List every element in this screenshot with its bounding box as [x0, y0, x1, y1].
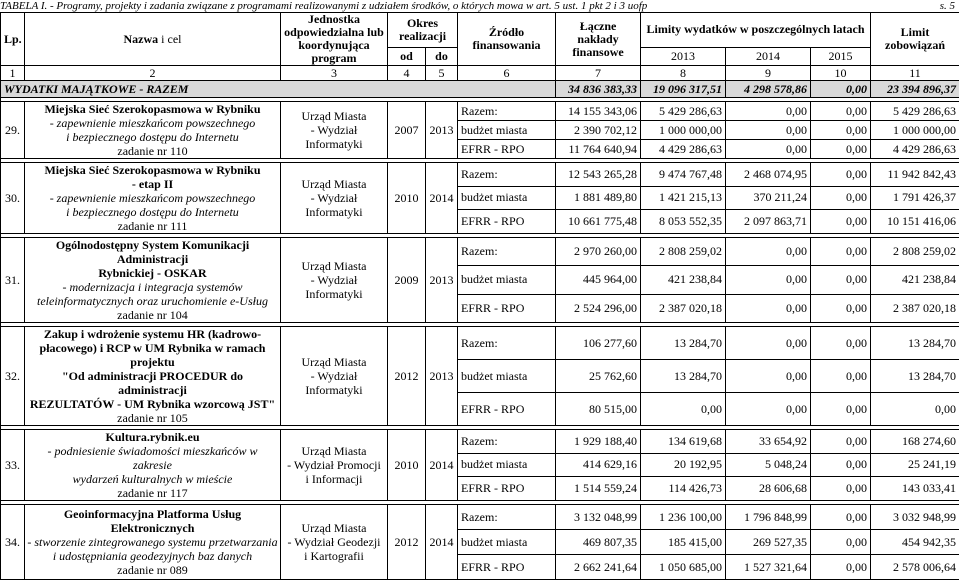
period-to: 2014 [426, 505, 458, 580]
column-number: 10 [811, 66, 871, 81]
period-from: 2010 [388, 430, 426, 501]
limit-2015: 0,00 [811, 102, 871, 121]
unit-line: - Wydział Promocji [284, 458, 384, 472]
project-number: 29. [1, 102, 25, 159]
commitment-limit: 4 429 286,63 [871, 140, 959, 159]
total-cost: 2 390 702,12 [556, 121, 641, 140]
header-year-2013: 2013 [641, 47, 726, 65]
header-period: Okres realizacji [388, 13, 458, 48]
funding-source: EFRR - RPO [458, 140, 556, 159]
commitment-limit: 5 429 286,63 [871, 102, 959, 121]
summary-2015: 0,00 [811, 81, 871, 98]
responsible-unit [281, 102, 388, 159]
commitment-limit: 2 387 020,18 [871, 294, 959, 322]
total-cost: 414 629,16 [556, 453, 641, 477]
responsible-unit [281, 505, 388, 580]
column-number: 3 [281, 66, 388, 81]
limit-2014: 0,00 [726, 121, 811, 140]
table-row [1, 430, 959, 454]
period-to: 2013 [426, 102, 458, 159]
project-description-line: teleinformatycznych oraz uruchomienie e-Usług [27, 294, 278, 308]
total-cost: 12 543 265,28 [556, 163, 641, 187]
unit-line: - Wydział Geodezji [284, 535, 384, 549]
limit-2015: 0,00 [811, 210, 871, 234]
summary-commitments: 23 394 896,37 [871, 81, 959, 98]
column-number: 4 [388, 66, 426, 81]
limit-2013: 1 421 215,13 [641, 186, 726, 210]
period-to: 2014 [426, 163, 458, 234]
total-cost: 106 277,60 [556, 327, 641, 360]
funding-source: EFRR - RPO [458, 555, 556, 580]
limit-2014: 0,00 [726, 102, 811, 121]
header-year-2015: 2015 [811, 47, 871, 65]
header-year-2014: 2014 [726, 47, 811, 65]
limit-2014: 0,00 [726, 393, 811, 426]
responsible-unit [281, 163, 388, 234]
project-number: 33. [1, 430, 25, 501]
limit-2015: 0,00 [811, 163, 871, 187]
project-name [25, 163, 281, 234]
commitment-limit: 13 284,70 [871, 360, 959, 393]
unit-line: Urząd Miasta [284, 444, 384, 458]
period-from: 2007 [388, 102, 426, 159]
limit-2015: 0,00 [811, 327, 871, 360]
limit-2015: 0,00 [811, 360, 871, 393]
funding-source: Razem: [458, 163, 556, 187]
header-to: do [426, 47, 458, 65]
task-number: zadanie nr 110 [27, 144, 278, 158]
project-title-line: płacowego) i RCP w UM Rybnika w ramach [27, 341, 278, 355]
period-from: 2012 [388, 505, 426, 580]
total-cost: 10 661 775,48 [556, 210, 641, 234]
unit-line: - Wydział Informatyki [284, 123, 384, 151]
limit-2015: 0,00 [811, 430, 871, 454]
funding-source: EFRR - RPO [458, 393, 556, 426]
limit-2015: 0,00 [811, 238, 871, 266]
limit-2013: 20 192,95 [641, 453, 726, 477]
table-row [1, 238, 959, 266]
project-title-line: Ogólnodostępny System Komunikacji Administracji [27, 238, 278, 266]
project-title-line: projektu [27, 355, 278, 369]
total-cost: 1 881 489,80 [556, 186, 641, 210]
limit-2014: 0,00 [726, 266, 811, 294]
unit-line: i Informacji [284, 472, 384, 486]
project-description-line: - modernizacja i integracja systemów [27, 280, 278, 294]
responsible-unit [281, 238, 388, 323]
limit-2013: 13 284,70 [641, 327, 726, 360]
funding-source: budżet miasta [458, 266, 556, 294]
column-number: 7 [556, 66, 641, 81]
limit-2015: 0,00 [811, 140, 871, 159]
limit-2015: 0,00 [811, 266, 871, 294]
limit-2014: 370 211,24 [726, 186, 811, 210]
task-number: zadanie nr 105 [27, 411, 278, 425]
project-name [25, 505, 281, 580]
project-description-line: - stworzenie zintegrowanego systemu przetwarzania [27, 535, 278, 549]
funding-source: Razem: [458, 505, 556, 530]
column-number: 11 [871, 66, 959, 81]
commitment-limit: 168 274,60 [871, 430, 959, 454]
column-number: 5 [426, 66, 458, 81]
project-number: 34. [1, 505, 25, 580]
commitment-limit: 1 791 426,37 [871, 186, 959, 210]
limit-2014: 0,00 [726, 140, 811, 159]
limit-2014: 28 606,68 [726, 477, 811, 501]
unit-line: - Wydział Informatyki [284, 369, 384, 397]
header-row-1 [1, 13, 959, 32]
commitment-limit: 143 033,41 [871, 477, 959, 501]
limit-2014: 1 527 321,64 [726, 555, 811, 580]
limit-2014: 1 796 848,99 [726, 505, 811, 530]
project-title-line: Miejska Sieć Szerokopasmowa w Rybniku [27, 102, 278, 116]
funding-source: Razem: [458, 430, 556, 454]
commitment-limit: 10 151 416,06 [871, 210, 959, 234]
limit-2014: 2 097 863,71 [726, 210, 811, 234]
funding-source: budżet miasta [458, 530, 556, 555]
commitment-limit: 454 942,35 [871, 530, 959, 555]
unit-line: Urząd Miasta [284, 109, 384, 123]
limit-2014: 0,00 [726, 327, 811, 360]
column-number: 8 [641, 66, 726, 81]
commitment-limit: 11 942 842,43 [871, 163, 959, 187]
limit-2013: 134 619,68 [641, 430, 726, 454]
unit-line: Urząd Miasta [284, 259, 384, 273]
total-cost: 2 662 241,64 [556, 555, 641, 580]
caption-text: TABELA I. - Programy, projekty i zadania związane z programami realizowanymi z udziałem środków, o których mowa w art. 5 ust. 1 pkt 2 i 3 uofp [0, 0, 647, 12]
project-name [25, 430, 281, 501]
limit-2013: 0,00 [641, 393, 726, 426]
table-row [1, 102, 959, 121]
funding-source: budżet miasta [458, 121, 556, 140]
limit-2015: 0,00 [811, 393, 871, 426]
summary-label: WYDATKI MAJĄTKOWE - RAZEM [1, 81, 556, 98]
limit-2015: 0,00 [811, 186, 871, 210]
period-to: 2013 [426, 238, 458, 323]
limit-2013: 1 236 100,00 [641, 505, 726, 530]
limit-2014: 33 654,92 [726, 430, 811, 454]
project-description-line: i bezpiecznego dostępu do Internetu [27, 130, 278, 144]
table-caption [0, 0, 959, 12]
funding-source: Razem: [458, 102, 556, 121]
project-description-line: - zapewnienie mieszkańcom powszechnego [27, 191, 278, 205]
limit-2013: 1 050 685,00 [641, 555, 726, 580]
limit-2015: 0,00 [811, 477, 871, 501]
total-cost: 1 514 559,24 [556, 477, 641, 501]
project-name [25, 102, 281, 159]
responsible-unit [281, 327, 388, 426]
project-number: 30. [1, 163, 25, 234]
project-description-line: i udostępniania geodezyjnych baz danych [27, 549, 278, 563]
limit-2014: 2 468 074,95 [726, 163, 811, 187]
limit-2013: 5 429 286,63 [641, 102, 726, 121]
header-name: Nazwa i cel [25, 13, 281, 66]
project-title-line: Miejska Sieć Szerokopasmowa w Rybniku [27, 163, 278, 177]
header-unit: Jednostka odpowiedzialna lub koordynująca program [281, 13, 388, 66]
project-number: 31. [1, 238, 25, 323]
project-number: 32. [1, 327, 25, 426]
limit-2013: 8 053 552,35 [641, 210, 726, 234]
period-to: 2014 [426, 430, 458, 501]
limit-2015: 0,00 [811, 121, 871, 140]
limit-2013: 2 808 259,02 [641, 238, 726, 266]
project-title-line: Kultura.rybnik.eu [27, 430, 278, 444]
project-description-line: - zapewnienie mieszkańcom powszechnego [27, 116, 278, 130]
column-number: 1 [1, 66, 25, 81]
commitment-limit: 13 284,70 [871, 327, 959, 360]
project-name [25, 327, 281, 426]
page-number: s. 5 [940, 0, 955, 12]
funding-source: budżet miasta [458, 453, 556, 477]
project-title-line: REZULTATÓW - UM Rybnika wzorcową JST" [27, 397, 278, 411]
budget-table [0, 12, 959, 580]
total-cost: 2 970 260,00 [556, 238, 641, 266]
funding-source: EFRR - RPO [458, 477, 556, 501]
project-title-line: Rybnickiej - OSKAR [27, 266, 278, 280]
limit-2015: 0,00 [811, 505, 871, 530]
project-title-line: - etap II [27, 177, 278, 191]
commitment-limit: 25 241,19 [871, 453, 959, 477]
summary-2014: 4 298 578,86 [726, 81, 811, 98]
total-cost: 445 964,00 [556, 266, 641, 294]
task-number: zadanie nr 104 [27, 308, 278, 322]
responsible-unit [281, 430, 388, 501]
limit-2015: 0,00 [811, 555, 871, 580]
total-cost: 11 764 640,94 [556, 140, 641, 159]
summary-2013: 19 096 317,51 [641, 81, 726, 98]
project-title-line: "Od administracji PROCEDUR do administracji [27, 369, 278, 397]
table-row [1, 327, 959, 360]
summary-total: 34 836 383,33 [556, 81, 641, 98]
header-from: od [388, 47, 426, 65]
limit-2015: 0,00 [811, 530, 871, 555]
commitment-limit: 421 238,84 [871, 266, 959, 294]
limit-2014: 0,00 [726, 238, 811, 266]
unit-line: - Wydział Informatyki [284, 273, 384, 301]
column-number-row [1, 66, 959, 81]
limit-2015: 0,00 [811, 294, 871, 322]
funding-source: EFRR - RPO [458, 294, 556, 322]
commitment-limit: 1 000 000,00 [871, 121, 959, 140]
project-title-line: Geoinformacyjna Platforma Usług Elektronicznych [27, 507, 278, 535]
limit-2013: 185 415,00 [641, 530, 726, 555]
header-lp: Lp. [1, 13, 25, 66]
total-cost: 3 132 048,99 [556, 505, 641, 530]
commitment-limit: 0,00 [871, 393, 959, 426]
funding-source: budżet miasta [458, 360, 556, 393]
unit-line: - Wydział Informatyki [284, 191, 384, 219]
limit-2013: 9 474 767,48 [641, 163, 726, 187]
limit-2013: 114 426,73 [641, 477, 726, 501]
period-to: 2013 [426, 327, 458, 426]
period-from: 2012 [388, 327, 426, 426]
funding-source: Razem: [458, 238, 556, 266]
table-row [1, 163, 959, 187]
unit-line: Urząd Miasta [284, 355, 384, 369]
header-source: Źródło finansowania [458, 13, 556, 66]
limit-2014: 0,00 [726, 360, 811, 393]
project-description-line: i bezpiecznego dostępu do Internetu [27, 205, 278, 219]
summary-row [1, 81, 959, 98]
column-number: 2 [25, 66, 281, 81]
limit-2013: 2 387 020,18 [641, 294, 726, 322]
project-title-line: Zakup i wdrożenie systemu HR (kadrowo- [27, 327, 278, 341]
unit-line: Urząd Miasta [284, 177, 384, 191]
total-cost: 14 155 343,06 [556, 102, 641, 121]
header-total: Łączne nakłady finansowe [556, 13, 641, 66]
total-cost: 469 807,35 [556, 530, 641, 555]
total-cost: 80 515,00 [556, 393, 641, 426]
limit-2015: 0,00 [811, 453, 871, 477]
task-number: zadanie nr 111 [27, 219, 278, 233]
funding-source: Razem: [458, 327, 556, 360]
project-description-line: wydarzeń kulturalnych w mieście [27, 472, 278, 486]
table-row [1, 505, 959, 530]
total-cost: 25 762,60 [556, 360, 641, 393]
unit-line: Urząd Miasta [284, 521, 384, 535]
column-number: 6 [458, 66, 556, 81]
unit-line: i Kartografii [284, 549, 384, 563]
commitment-limit: 2 578 006,64 [871, 555, 959, 580]
task-number: zadanie nr 089 [27, 563, 278, 577]
limit-2013: 421 238,84 [641, 266, 726, 294]
limit-2014: 0,00 [726, 294, 811, 322]
project-description-line: - podniesienie świadomości mieszkańców w zakresie [27, 444, 278, 472]
total-cost: 1 929 188,40 [556, 430, 641, 454]
commitment-limit: 2 808 259,02 [871, 238, 959, 266]
funding-source: EFRR - RPO [458, 210, 556, 234]
total-cost: 2 524 296,00 [556, 294, 641, 322]
period-from: 2009 [388, 238, 426, 323]
limit-2013: 13 284,70 [641, 360, 726, 393]
limit-2013: 1 000 000,00 [641, 121, 726, 140]
funding-source: budżet miasta [458, 186, 556, 210]
limit-2013: 4 429 286,63 [641, 140, 726, 159]
task-number: zadanie nr 117 [27, 486, 278, 500]
limit-2014: 5 048,24 [726, 453, 811, 477]
period-from: 2010 [388, 163, 426, 234]
header-limits: Limity wydatków w poszczególnych latach [641, 13, 871, 48]
header-commitments: Limit zobowiązań [871, 13, 959, 66]
limit-2014: 269 527,35 [726, 530, 811, 555]
column-number: 9 [726, 66, 811, 81]
commitment-limit: 3 032 948,99 [871, 505, 959, 530]
project-name [25, 238, 281, 323]
